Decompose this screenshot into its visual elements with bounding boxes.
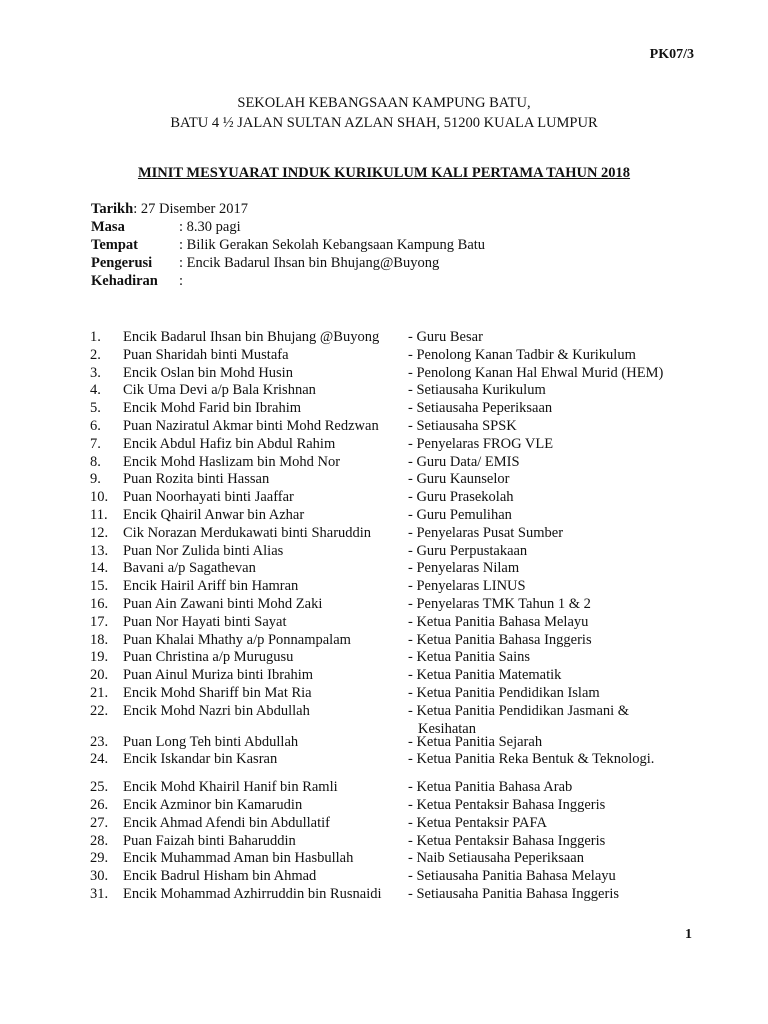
- attendance-role: - Ketua Panitia Sains: [408, 649, 531, 666]
- meeting-details: [91, 200, 485, 290]
- attendance-role: - Setiausaha Peperiksaan: [408, 400, 553, 417]
- attendance-role: - Guru Data/ EMIS: [408, 453, 520, 470]
- attendance-role: - Penolong Kanan Hal Ehwal Murid (HEM): [408, 364, 664, 381]
- attendance-row: [0, 833, 768, 851]
- document-title: MINIT MESYUARAT INDUK KURIKULUM KALI PERTAMA TAHUN 2018: [137, 165, 631, 181]
- attendance-role: - Naib Setiausaha Peperiksaan: [408, 850, 584, 867]
- attendance-role-continued: Kesihatan: [418, 720, 476, 737]
- attendance-name: Puan Ain Zawani binti Mohd Zaki: [123, 595, 323, 612]
- attendance-row: [0, 702, 768, 737]
- attendance-role: - Guru Kaunselor: [408, 471, 510, 488]
- attendance-number: 6.: [90, 417, 101, 434]
- attendance-row: [0, 365, 768, 383]
- attendance-row: [0, 815, 768, 833]
- attendance-row: [0, 382, 768, 400]
- attendance-role: - Guru Pemulihan: [408, 506, 512, 523]
- tarikh-value: : 27 Disember 2017: [133, 201, 248, 217]
- meta-row-masa: [91, 218, 485, 236]
- attendance-number: 28.: [90, 832, 109, 849]
- attendance-name: Puan Faizah binti Baharuddin: [123, 832, 296, 849]
- attendance-number: 13.: [90, 542, 109, 559]
- attendance-row: [0, 454, 768, 472]
- attendance-role: - Ketua Panitia Matematik: [408, 667, 562, 684]
- attendance-row: [0, 436, 768, 454]
- attendance-name: Puan Nor Hayati binti Sayat: [123, 613, 287, 630]
- school-address: BATU 4 ½ JALAN SULTAN AZLAN SHAH, 51200 KUALA LUMPUR: [170, 115, 598, 131]
- attendance-name: Encik Badrul Hisham bin Ahmad: [123, 868, 317, 885]
- attendance-row: [0, 734, 768, 752]
- attendance-number: 22.: [90, 702, 109, 719]
- attendance-name: Encik Mohd Nazri bin Abdullah: [123, 702, 310, 719]
- attendance-row: [0, 578, 768, 596]
- attendance-role: - Penyelaras FROG VLE: [408, 435, 554, 452]
- attendance-name: Encik Mohd Khairil Hanif bin Ramli: [123, 779, 338, 796]
- attendance-number: 12.: [90, 524, 109, 541]
- meta-row-tempat: [91, 236, 485, 254]
- attendance-role: - Ketua Panitia Pendidikan Jasmani &: [408, 702, 630, 719]
- attendance-role: - Setiausaha Panitia Bahasa Inggeris: [408, 885, 619, 902]
- attendance-name: Puan Khalai Mhathy a/p Ponnampalam: [123, 631, 351, 648]
- attendance-row: [0, 632, 768, 650]
- attendance-name: Cik Norazan Merdukawati binti Sharuddin: [123, 524, 372, 541]
- attendance-name: Puan Nor Zulida binti Alias: [123, 542, 284, 559]
- kehadiran-value: :: [179, 273, 184, 289]
- attendance-row: [0, 489, 768, 507]
- attendance-number: 8.: [90, 453, 101, 470]
- attendance-name: Encik Oslan bin Mohd Husin: [123, 364, 293, 381]
- attendance-row: [0, 685, 768, 703]
- attendance-name: Encik Mohd Shariff bin Mat Ria: [123, 684, 312, 701]
- attendance-name: Puan Ainul Muriza binti Ibrahim: [123, 667, 314, 684]
- attendance-name: Encik Qhairil Anwar bin Azhar: [123, 506, 305, 523]
- attendance-name: Puan Long Teh binti Abdullah: [123, 733, 299, 750]
- attendance-number: 26.: [90, 796, 109, 813]
- attendance-row: [0, 525, 768, 543]
- attendance-number: 20.: [90, 667, 109, 684]
- document-code: PK07/3: [649, 47, 694, 62]
- attendance-number: 25.: [90, 779, 109, 796]
- pengerusi-value: : Encik Badarul Ihsan bin Bhujang@Buyong: [179, 255, 440, 271]
- attendance-role: - Penyelaras Pusat Sumber: [408, 524, 564, 541]
- attendance-number: 7.: [90, 435, 101, 452]
- attendance-row: [0, 667, 768, 685]
- attendance-number: 23.: [90, 733, 109, 750]
- attendance-name: Encik Mohd Haslizam bin Mohd Nor: [123, 453, 341, 470]
- attendance-name: Encik Muhammad Aman bin Hasbullah: [123, 850, 354, 867]
- attendance-row: [0, 868, 768, 886]
- attendance-role: - Ketua Panitia Sejarah: [408, 733, 543, 750]
- attendance-name: Bavani a/p Sagathevan: [123, 560, 256, 577]
- attendance-number: 4.: [90, 382, 101, 399]
- attendance-role: - Penolong Kanan Tadbir & Kurikulum: [408, 346, 636, 363]
- attendance-number: 30.: [90, 868, 109, 885]
- attendance-number: 17.: [90, 613, 109, 630]
- attendance-role: - Guru Besar: [408, 329, 483, 345]
- attendance-row: [0, 614, 768, 632]
- attendance-number: 19.: [90, 649, 109, 666]
- school-name: SEKOLAH KEBANGSAAN KAMPUNG BATU,: [237, 95, 531, 111]
- attendance-row: [0, 649, 768, 667]
- meta-row-kehadiran: [91, 272, 485, 290]
- attendance-role: - Penyelaras TMK Tahun 1 & 2: [408, 595, 591, 612]
- attendance-number: 29.: [90, 850, 109, 867]
- attendance-role: - Ketua Pentaksir Bahasa Inggeris: [408, 832, 606, 849]
- attendance-name: Puan Rozita binti Hassan: [123, 471, 270, 488]
- attendance-number: 5.: [90, 400, 101, 417]
- pengerusi-label: Pengerusi: [91, 255, 153, 271]
- attendance-row: [0, 347, 768, 365]
- attendance-row: [0, 418, 768, 436]
- attendance-number: 21.: [90, 684, 109, 701]
- attendance-name: Encik Ahmad Afendi bin Abdullatif: [123, 814, 331, 831]
- attendance-number: 3.: [90, 364, 101, 381]
- attendance-name: Cik Uma Devi a/p Bala Krishnan: [123, 382, 316, 399]
- attendance-number: 18.: [90, 631, 109, 648]
- attendance-row: [0, 779, 768, 797]
- attendance-row: [0, 596, 768, 614]
- attendance-role: - Ketua Pentaksir PAFA: [408, 814, 547, 831]
- attendance-role: - Ketua Panitia Bahasa Inggeris: [408, 631, 592, 648]
- attendance-row: [0, 751, 768, 769]
- masa-label: Masa: [91, 219, 125, 235]
- attendance-row: [0, 850, 768, 868]
- attendance-number: 31.: [90, 885, 109, 902]
- attendance-role: - Ketua Panitia Reka Bentuk & Teknologi.: [408, 751, 655, 768]
- meta-row-pengerusi: [91, 254, 485, 272]
- attendance-name: Encik Mohd Farid bin Ibrahim: [123, 400, 302, 417]
- attendance-row: [0, 543, 768, 561]
- meta-row-tarikh: [91, 200, 485, 218]
- attendance-role: - Ketua Panitia Pendidikan Islam: [408, 684, 600, 701]
- attendance-number: 10.: [90, 489, 109, 506]
- attendance-number: 27.: [90, 814, 109, 831]
- masa-value: : 8.30 pagi: [179, 219, 241, 235]
- attendance-name: Puan Sharidah binti Mustafa: [123, 346, 289, 363]
- attendance-name: Encik Mohammad Azhirruddin bin Rusnaidi: [123, 885, 382, 902]
- school-header: [0, 93, 768, 133]
- attendance-row: [0, 797, 768, 815]
- attendance-list: [0, 329, 768, 904]
- kehadiran-label: Kehadiran: [91, 273, 158, 289]
- attendance-role: - Ketua Panitia Bahasa Arab: [408, 779, 573, 796]
- attendance-row: [0, 507, 768, 525]
- tempat-label: Tempat: [91, 237, 138, 253]
- attendance-number: 9.: [90, 471, 101, 488]
- attendance-name: Encik Iskandar bin Kasran: [123, 751, 278, 768]
- attendance-role: - Setiausaha Kurikulum: [408, 382, 546, 399]
- attendance-role: - Guru Perpustakaan: [408, 542, 528, 559]
- attendance-name: Encik Hairil Ariff bin Hamran: [123, 578, 299, 595]
- attendance-number: 24.: [90, 751, 109, 768]
- attendance-row: [0, 471, 768, 489]
- attendance-role: - Ketua Panitia Bahasa Melayu: [408, 613, 589, 630]
- attendance-role: - Penyelaras Nilam: [408, 560, 520, 577]
- attendance-role: - Penyelaras LINUS: [408, 578, 526, 595]
- tempat-value: : Bilik Gerakan Sekolah Kebangsaan Kampung Batu: [179, 237, 486, 253]
- attendance-name: Puan Naziratul Akmar binti Mohd Redzwan: [123, 417, 379, 434]
- page-number: 1: [685, 927, 692, 942]
- attendance-number: 2.: [90, 346, 101, 363]
- attendance-number: 11.: [90, 506, 108, 523]
- attendance-role: - Setiausaha SPSK: [408, 417, 517, 434]
- attendance-row: [0, 560, 768, 578]
- attendance-role: - Setiausaha Panitia Bahasa Melayu: [408, 868, 616, 885]
- attendance-number: 14.: [90, 560, 109, 577]
- attendance-name: Puan Noorhayati binti Jaaffar: [123, 489, 294, 506]
- attendance-role: - Guru Prasekolah: [408, 489, 514, 506]
- attendance-number: 15.: [90, 578, 109, 595]
- attendance-role: - Ketua Pentaksir Bahasa Inggeris: [408, 796, 606, 813]
- tarikh-label: Tarikh: [91, 201, 134, 217]
- attendance-name: Puan Christina a/p Murugusu: [123, 649, 294, 666]
- attendance-row: [0, 400, 768, 418]
- attendance-number: 16.: [90, 595, 109, 612]
- attendance-row: [0, 329, 768, 347]
- attendance-name: Encik Badarul Ihsan bin Bhujang @Buyong: [123, 329, 380, 345]
- attendance-name: Encik Abdul Hafiz bin Abdul Rahim: [123, 435, 336, 452]
- attendance-row: [0, 886, 768, 904]
- attendance-name: Encik Azminor bin Kamarudin: [123, 796, 303, 813]
- attendance-number: 1.: [90, 329, 101, 345]
